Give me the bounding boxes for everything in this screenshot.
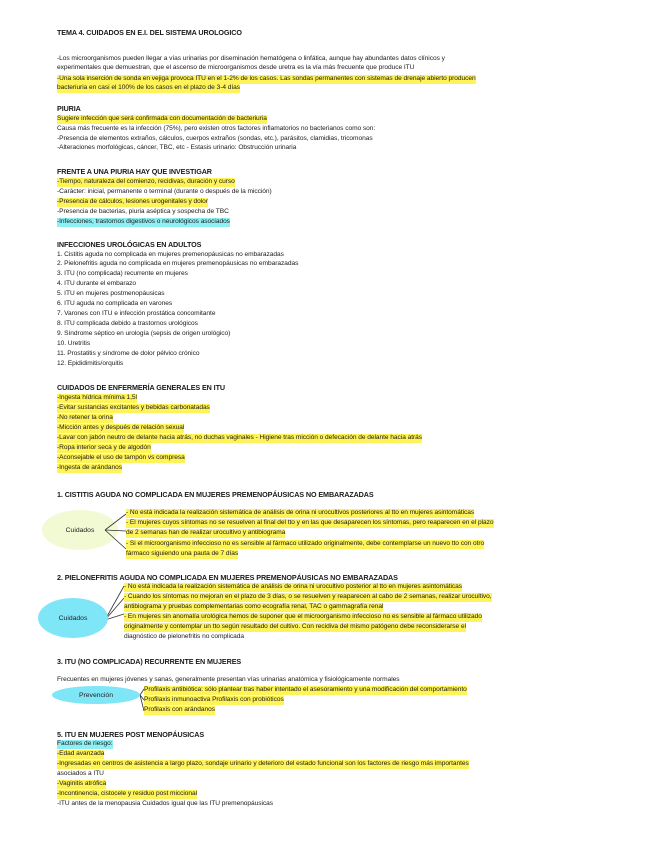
infeccion-item: 8. ITU complicada debido a trastornos urológicos (57, 320, 198, 327)
infeccion-item: 10. Uretritis (57, 340, 91, 347)
frente-line: -Presencia de bacterias, piuria aséptica y sospecha de TBC (57, 208, 229, 215)
infeccion-item: 12. Epididimitis/orquitis (57, 360, 124, 367)
piuria-line: Sugiere infección que será confirmada con documentación de bacteriuria (57, 115, 267, 122)
bubble-label: Prevención (78, 691, 113, 699)
post-line: -Incontinencia, cistocele y residuo post miccional (57, 790, 198, 797)
post-line: -Edad avanzada (57, 750, 105, 757)
cuidado-line: -Ropa interior seca y de algodón (57, 444, 151, 451)
cistitis-line: - No está indicada la realización sistemática de análisis de orina ni urocultivos posteriores al tto en mujeres asintomáticas (126, 509, 475, 516)
post-line: asociados a ITU (57, 770, 104, 777)
cuidados-bubble (38, 598, 108, 638)
post-line: -Ingresadas en centros de asistencia a largo plazo, sondaje urinario y deterioro del estado funcional son los factores de riesgo más importantes (57, 760, 469, 767)
cuidados-bubble (42, 510, 118, 550)
intro-line: experimentales que demuestran, que el ascenso de microorganismos desde uretra es la vía más frecuente que produce ITU (57, 64, 415, 71)
section-heading-cistitis: 1. CISTITIS AGUDA NO COMPLICADA EN MUJERES PREMENOPÁUSICAS NO EMBARAZADAS (57, 490, 374, 499)
cistitis-line: - Si el microorganismo infeccioso no es sensible al fármaco utilizado originalmente, debe contemplarse un nuevo tto con otro (126, 540, 485, 547)
section-heading-postmenopausicas: 5. ITU EN MUJERES POST MENOPÁUSICAS (57, 730, 205, 739)
piuria-line: -Alteraciones morfológicas, cáncer, TBC, etc - Estasis urinario: Obstrucción urinaria (57, 144, 297, 151)
infeccion-item: 9. Síndrome séptico en urología (sepsis de origen urológico) (57, 330, 231, 337)
cuidado-line: -Lavar con jabón neutro de delante hacia atrás, no duchas vaginales - Higiene tras micción o defecación de delante hacia atrás (57, 434, 423, 441)
section-heading-cuidados: CUIDADOS DE ENFERMERÍA GENERALES EN ITU (57, 383, 225, 392)
pielo-line: diagnóstico de pielonefritis no complicada (124, 633, 244, 640)
cuidado-line: -Ingesta de arándanos (57, 464, 122, 471)
intro-line-highlight: -Una sola inserción de sonda en vejiga provoca ITU en el 1-2% de los casos. Las sondas permanentes con sistemas de drenaje abierto producen (57, 75, 476, 82)
cistitis-line: fármaco siguiendo una pauta de 7 días (126, 550, 239, 557)
frente-line: -Carácter: inicial, permanente o terminal (durante o después de la micción) (57, 188, 272, 195)
document-title: TEMA 4. CUIDADOS EN E.I. DEL SISTEMA UROLOGICO (57, 28, 242, 37)
intro-line-highlight: bacteriuria en casi el 100% de los casos en el plazo de 3-4 días (57, 84, 241, 91)
infeccion-item: 1. Cistitis aguda no complicada en mujeres premenopáusicas no embarazadas (57, 251, 284, 258)
cuidado-line: -Micción antes y después de relación sexual (57, 424, 185, 431)
cuidado-line: -Evitar sustancias excitantes y bebidas carbonatadas (57, 404, 210, 411)
infeccion-item: 3. ITU (no complicada) recurrente en mujeres (57, 270, 188, 277)
section-heading-recurrente: 3. ITU (NO COMPLICADA) RECURRENTE EN MUJERES (57, 657, 242, 666)
infeccion-item: 7. Varones con ITU e infección prostática concomitante (57, 310, 216, 317)
piuria-line: -Presencia de elementos extraños, cálculos, cuerpos extraños (sondas, etc.), parásitos, clamidias, tricomonas (57, 135, 373, 142)
cuidado-line: -No retener la orina (57, 414, 113, 421)
pielo-line: antibiograma y pruebas complementarias como ecografía renal, TAC o gammagrafía renal (124, 603, 384, 610)
infeccion-item: 11. Prostatitis y síndrome de dolor pélvico crónico (57, 350, 200, 357)
frente-line: -Presencia de cálculos, lesiones urogenitales y dolor (57, 198, 208, 205)
cuidado-line: -Aconsejable el uso de tampón vs compresa (57, 454, 185, 461)
cistitis-line: de 2 semanas han de realizar urocultivo y antibiograma (126, 529, 286, 536)
infeccion-item: 4. ITU durante el embarazo (57, 280, 136, 287)
cuidado-line: -Ingesta hídrica mínima 1,5l (57, 394, 137, 401)
recurrente-line: Profilaxis antibiótica: sólo plantear tras haber intentado el asesoramiento y una modificación del comportamiento (144, 686, 467, 693)
frente-line: -Tiempo, naturaleza del comienzo, recidivas, duración y curso (57, 178, 235, 185)
infeccion-item: 5. ITU en mujeres postmenopáusicas (57, 290, 165, 297)
recurrente-line: Profilaxis inmunoactiva Profilaxis con probióticos (144, 696, 284, 703)
pielo-line: - En mujeres sin anomalía urológica hemos de suponer que el microorganismo infeccioso no es sensible al fármaco utilizado (124, 613, 482, 620)
pielo-line: - Cuando los síntomas no mejoran en el plazo de 3 días, o se resuelven y reaparecen al cabo de 2 semanas, realizar urocultivo, (124, 593, 492, 600)
bubble-label: Cuidados (58, 614, 88, 622)
post-line: Factores de riesgo: (57, 740, 113, 747)
intro-line: -Los microorganismos pueden llegar a vías urinarias por diseminación hematógena o linfática, aunque hay abundantes datos clínicos y (57, 55, 445, 62)
section-heading-piuria: PIURIA (57, 104, 81, 113)
post-line: -ITU antes de la menopausia Cuidados igual que las ITU premenopáusicas (57, 800, 274, 807)
pielo-line: - No está indicada la realización sistemática de análisis de orina ni urocultivo posterior al tto en mujeres asintomáticas (124, 583, 463, 590)
section-heading-frente: FRENTE A UNA PIURIA HAY QUE INVESTIGAR (57, 167, 212, 176)
recurrente-intro: Frecuentes en mujeres jóvenes y sanas, generalmente presentan vías urinarias anatómica y fisiológicamente normales (57, 676, 400, 683)
recurrente-line: Profilaxis con arándanos (144, 706, 216, 713)
bubble-label: Cuidados (65, 526, 95, 534)
prevencion-bubble (52, 686, 140, 704)
pielo-line: originalmente y contemplar un tto según resultado del cultivo. Con recidiva del mismo patógeno debe reconsiderarse el (124, 623, 466, 630)
section-heading-infecciones: INFECCIONES UROLÓGICAS EN ADULTOS (57, 240, 202, 249)
cistitis-line: - El mujeres cuyos síntomas no se resuelven al final del tto y en las que desaparecen los síntomas, pero reaparecen en el plazo (126, 519, 494, 526)
infeccion-item: 6. ITU aguda no complicada en varones (57, 300, 173, 307)
section-heading-pielonefritis: 2. PIELONEFRITIS AGUDA NO COMPLICADA EN MUJERES PREMENOPÁUSICAS NO EMBARAZADAS (57, 573, 398, 582)
infeccion-item: 2. Pielonefritis aguda no complicada en mujeres premenopáusicas no embarazadas (57, 260, 299, 267)
frente-line: -Infecciones, trastornos digestivos o neurológicos asociados (57, 218, 230, 225)
piuria-line: Causa más frecuente es la infección (75%), pero existen otros factores inflamatorios no bacterianos como son: (57, 125, 376, 132)
post-line: -Vaginitis atrófica (57, 780, 107, 787)
